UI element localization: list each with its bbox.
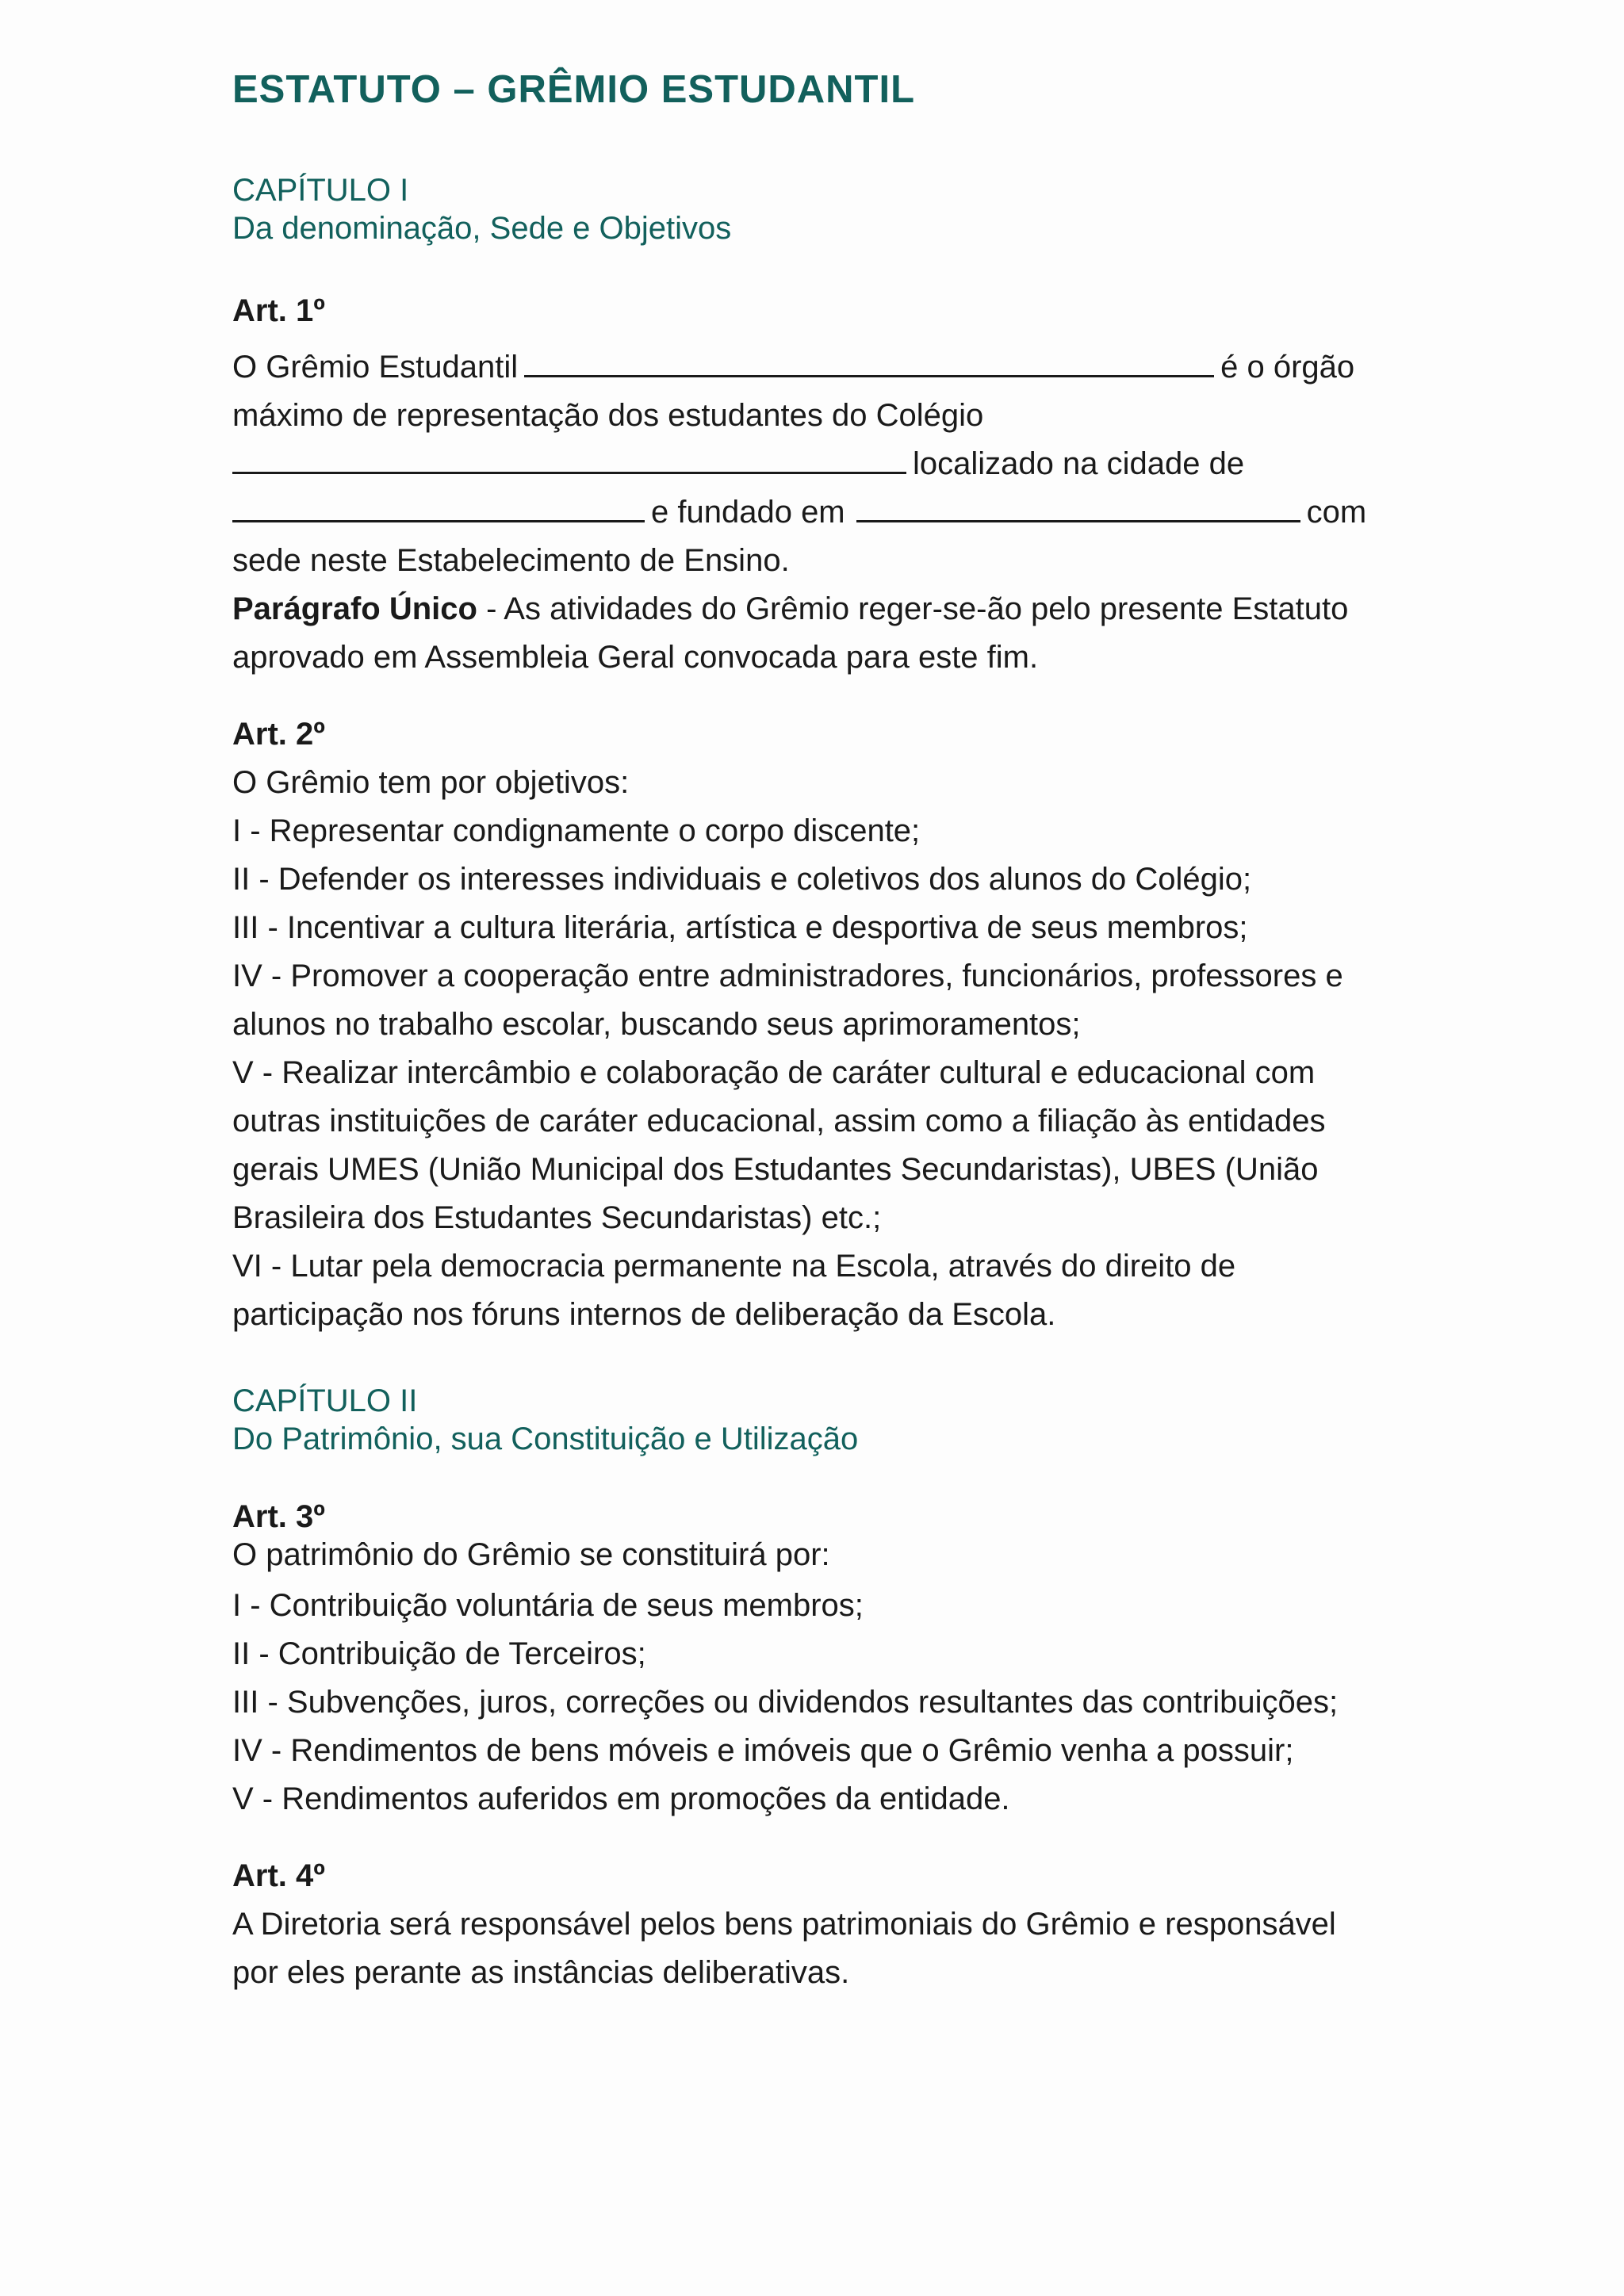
article-1-line-4-mid: e fundado em	[651, 495, 845, 530]
article-2-body	[232, 759, 1398, 1339]
chapter-1-heading	[232, 171, 1398, 247]
article-3-title: Art. 3º	[232, 1499, 325, 1534]
article-2-line: VI - Lutar pela democracia permanente na Escola, através do direito de	[232, 1249, 1236, 1284]
paragraph-unico-text: - As atividades do Grêmio reger-se-ão pelo presente Estatuto	[477, 591, 1349, 626]
fill-blank-data-fundacao[interactable]	[856, 488, 1300, 522]
document-content	[232, 55, 1398, 1997]
article-3-item: II - Contribuição de Terceiros;	[232, 1636, 646, 1671]
chapter-2-subtitle: Do Patrimônio, sua Constituição e Utilização	[232, 1422, 859, 1456]
article-4-body	[232, 1900, 1398, 1997]
document-title: ESTATUTO – GRÊMIO ESTUDANTIL	[232, 68, 916, 111]
article-2-line: gerais UMES (União Municipal dos Estudantes Secundaristas), UBES (União	[232, 1152, 1319, 1187]
article-2-line: IV - Promover a cooperação entre administradores, funcionários, professores e	[232, 959, 1343, 993]
article-2-line: O Grêmio tem por objetivos:	[232, 765, 630, 800]
article-2-line: I - Representar condignamente o corpo discente;	[232, 813, 921, 848]
article-1-title: Art. 1º	[232, 293, 325, 328]
fill-blank-gremio-name[interactable]	[524, 343, 1214, 377]
article-1-body	[232, 343, 1398, 682]
chapter-2-label: CAPÍTULO II	[232, 1383, 418, 1418]
paragraph-unico-label: Parágrafo Único	[232, 591, 477, 626]
article-3-item: V - Rendimentos auferidos em promoções da entidade.	[232, 1781, 1010, 1816]
article-3-items	[232, 1582, 1398, 1823]
article-3-item: I - Contribuição voluntária de seus membros;	[232, 1588, 864, 1623]
article-2-line: II - Defender os interesses individuais e coletivos dos alunos do Colégio;	[232, 862, 1252, 897]
chapter-1-label: CAPÍTULO I	[232, 173, 409, 208]
chapter-2-heading	[232, 1382, 1398, 1458]
article-2-line: outras instituições de caráter educacional, assim como a filiação às entidades	[232, 1104, 1326, 1138]
article-3-item: IV - Rendimentos de bens móveis e imóveis que o Grêmio venha a possuir;	[232, 1733, 1294, 1768]
article-1-line-1-start: O Grêmio Estudantil	[232, 350, 519, 385]
article-2-line: V - Realizar intercâmbio e colaboração de caráter cultural e educacional com	[232, 1055, 1316, 1090]
article-2-line: alunos no trabalho escolar, buscando seus aprimoramentos;	[232, 1007, 1081, 1042]
article-2-title: Art. 2º	[232, 717, 325, 752]
article-4-line: A Diretoria será responsável pelos bens patrimoniais do Grêmio e responsável	[232, 1907, 1336, 1942]
article-2-line: III - Incentivar a cultura literária, artística e desportiva de seus membros;	[232, 910, 1248, 945]
article-2-line: Brasileira dos Estudantes Secundaristas) etc.;	[232, 1200, 882, 1235]
article-1-line-1	[232, 343, 1398, 392]
article-1-line-2: máximo de representação dos estudantes do Colégio	[232, 398, 984, 433]
article-4-line: por eles perante as instâncias deliberativas.	[232, 1955, 850, 1990]
article-1-line-5: sede neste Estabelecimento de Ensino.	[232, 543, 790, 578]
article-1-line-4	[232, 488, 1398, 537]
article-3-intro: O patrimônio do Grêmio se constituirá por:	[232, 1537, 830, 1572]
article-2-line: participação nos fóruns internos de deliberação da Escola.	[232, 1297, 1056, 1332]
article-1-line-4-end: com	[1306, 495, 1367, 530]
fill-blank-cidade[interactable]	[232, 488, 645, 522]
fill-blank-colegio-name[interactable]	[232, 440, 906, 474]
article-1-paragraph-line-1	[232, 585, 1398, 633]
article-1-paragraph-line-2: aprovado em Assembleia Geral convocada para este fim.	[232, 640, 1039, 675]
article-1-line-3	[232, 440, 1398, 488]
article-3-item: III - Subvenções, juros, correções ou dividendos resultantes das contribuições;	[232, 1685, 1339, 1720]
article-1-line-3-end: localizado na cidade de	[913, 446, 1245, 481]
chapter-1-subtitle: Da denominação, Sede e Objetivos	[232, 211, 732, 246]
article-4-title: Art. 4º	[232, 1858, 325, 1893]
article-1-line-1-end: é o órgão	[1220, 350, 1355, 385]
